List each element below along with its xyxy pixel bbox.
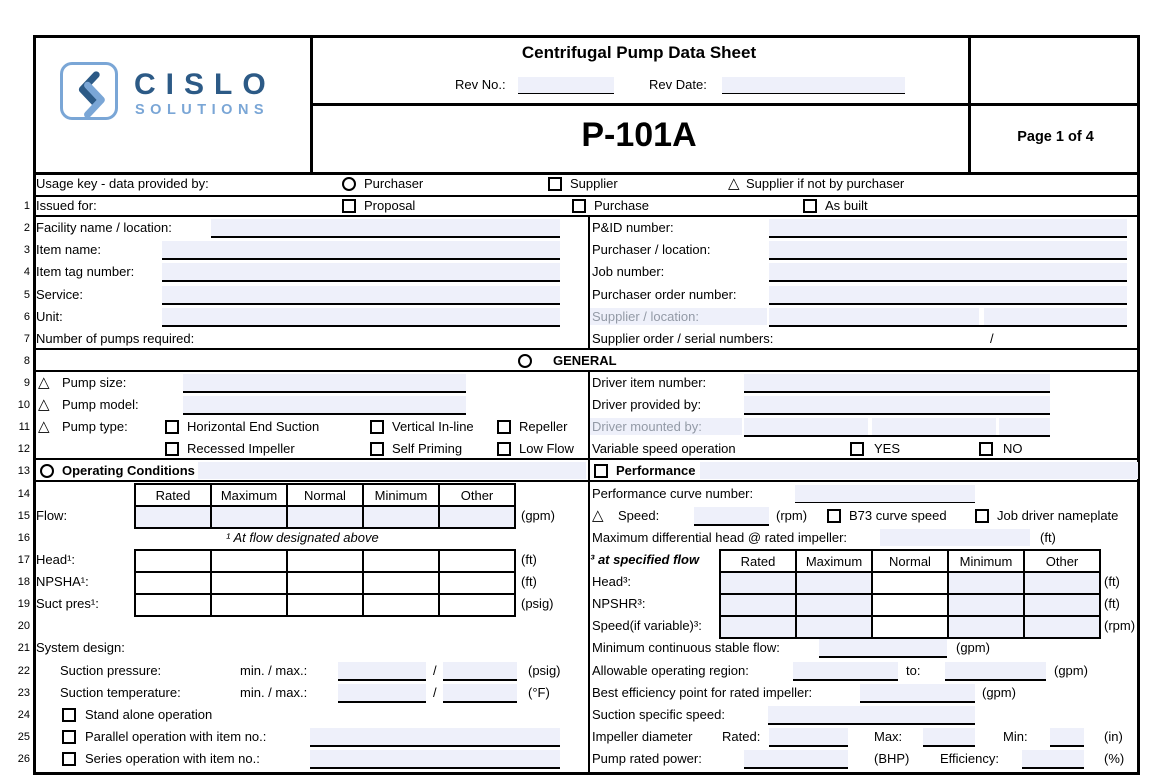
performance-cell-r0-c2[interactable] xyxy=(872,572,948,594)
item-tag-field[interactable] xyxy=(162,263,560,282)
row-number-7: 7 xyxy=(23,333,30,345)
usage-key-purchaser-label: Purchaser xyxy=(364,176,424,191)
npsha-label: NPSHA¹: xyxy=(36,574,89,589)
impeller-rated-label: Rated: xyxy=(722,729,761,744)
flow-cell-1[interactable] xyxy=(211,506,287,528)
row-number-10: 10 xyxy=(17,399,30,411)
item-name-label: Item name: xyxy=(36,242,102,257)
driver-mounted-underline xyxy=(744,435,1050,437)
head3-label: Head³: xyxy=(592,574,632,589)
sheet-title: Centrifugal Pump Data Sheet xyxy=(521,43,757,62)
suction-pressure-label: Suction pressure: xyxy=(60,663,162,678)
job-number-field[interactable] xyxy=(769,263,1127,282)
suction-temperature-unit: (°F) xyxy=(528,685,550,700)
speed-unit: (rpm) xyxy=(776,508,808,523)
row-number-6: 6 xyxy=(23,311,30,323)
specified-flow-caption: ³ at specified flow xyxy=(590,552,700,567)
suction-temperature-label: Suction temperature: xyxy=(60,685,181,700)
performance-column-header: Maximum xyxy=(796,550,872,572)
suction-specific-speed-field[interactable] xyxy=(768,706,975,725)
flow-cell-4[interactable] xyxy=(439,506,515,528)
suction-temperature-minmax-label: min. / max.: xyxy=(240,685,308,700)
yes-label: YES xyxy=(874,441,901,456)
series-operation-label: Series operation with item no.: xyxy=(85,751,260,766)
allowable-region-unit: (gpm) xyxy=(1054,663,1088,678)
npshr3-label: NPSHR³: xyxy=(592,596,646,611)
purchaser-location-field[interactable] xyxy=(769,241,1127,260)
facility-field[interactable] xyxy=(211,219,560,238)
horizontal-end-suction-label: Horizontal End Suction xyxy=(187,419,320,434)
operating-section-title: Operating Conditions xyxy=(62,463,195,478)
rev-date-label: Rev Date: xyxy=(649,77,707,92)
repeller-label: Repeller xyxy=(519,419,568,434)
allowable-region-label: Allowable operating region: xyxy=(592,663,749,678)
driver-mounted-field-3[interactable] xyxy=(999,418,1050,435)
performance-cell-r2-c1[interactable] xyxy=(796,616,872,638)
driver-provided-label: Driver provided by: xyxy=(592,397,702,412)
suction-temperature-max-field[interactable] xyxy=(443,684,517,703)
impeller-diameter-label: Impeller diameter xyxy=(592,729,693,744)
performance-title-field[interactable] xyxy=(700,462,1138,479)
usage-key-label: Usage key - data provided by: xyxy=(36,176,209,191)
suction-pressure-minmax-label: min. / max.: xyxy=(240,663,308,678)
job-nameplate-label: Job driver nameplate xyxy=(997,508,1119,523)
pump-size-label: Pump size: xyxy=(62,375,127,390)
square-performance-icon xyxy=(594,464,608,478)
issued-for-label: Issued for: xyxy=(36,198,97,213)
performance-cell-r2-c2[interactable] xyxy=(872,616,948,638)
speed-label: Speed: xyxy=(618,508,660,523)
row-number-21: 21 xyxy=(17,642,30,654)
pump-rated-power-label: Pump rated power: xyxy=(592,751,702,766)
curve-number-field[interactable] xyxy=(795,485,975,503)
rev-no-label: Rev No.: xyxy=(455,77,506,92)
operating-cell-r1-c0[interactable] xyxy=(135,572,211,594)
operating-cell-r1-c3[interactable] xyxy=(363,572,439,594)
impeller-min-field[interactable] xyxy=(1050,728,1084,747)
row-number-1: 1 xyxy=(23,200,30,212)
supplier-location-label: Supplier / location: xyxy=(592,309,699,324)
service-field[interactable] xyxy=(162,286,560,305)
performance-cell-r2-c3[interactable] xyxy=(948,616,1024,638)
row-number-22: 22 xyxy=(17,665,30,677)
row-number-23: 23 xyxy=(17,687,30,699)
operating-column-header: Normal xyxy=(287,484,363,506)
row-number-17: 17 xyxy=(17,554,30,566)
pump-model-field[interactable] xyxy=(183,396,466,415)
recessed-impeller-label: Recessed Impeller xyxy=(187,441,295,456)
min-flow-unit: (gpm) xyxy=(956,640,990,655)
checkbox-recessed-impeller[interactable] xyxy=(165,442,179,456)
job-number-label: Job number: xyxy=(592,264,665,279)
min-flow-label: Minimum continuous stable flow: xyxy=(592,640,780,655)
operating-cell-r2-c1[interactable] xyxy=(211,594,287,616)
self-priming-label: Self Priming xyxy=(392,441,463,456)
usage-key-supplier-label: Supplier xyxy=(570,176,618,191)
variable-speed-label: Variable speed operation xyxy=(592,441,736,456)
supplier-order-label: Supplier order / serial numbers: xyxy=(592,331,774,346)
series-item-no-field[interactable] xyxy=(310,750,560,769)
suction-pressure-slash: / xyxy=(433,663,437,678)
circle-operating-icon xyxy=(40,464,54,478)
checkbox-series-operation[interactable] xyxy=(62,752,76,766)
logo-chevrons-icon xyxy=(65,67,117,119)
operating-cell-r0-c1[interactable] xyxy=(211,550,287,572)
performance-cell-r0-c1[interactable] xyxy=(796,572,872,594)
pid-label: P&ID number: xyxy=(592,220,674,235)
checkbox-b73-curve-speed[interactable] xyxy=(827,509,841,523)
performance-cell-r2-c4[interactable] xyxy=(1024,616,1100,638)
header-hline xyxy=(310,103,1140,106)
operating-cell-r1-c4[interactable] xyxy=(439,572,515,594)
suction-pressure-min-field[interactable] xyxy=(338,662,426,681)
checkbox-vertical-inline[interactable] xyxy=(370,420,384,434)
driver-provided-field[interactable] xyxy=(744,396,1050,415)
row-number-2: 2 xyxy=(23,222,30,234)
to-label: to: xyxy=(906,663,921,678)
flow-footnote: ¹ At flow designated above xyxy=(226,530,379,545)
no-label: NO xyxy=(1003,441,1023,456)
performance-cell-r1-c2[interactable] xyxy=(872,594,948,616)
flow-cell-2[interactable] xyxy=(287,506,363,528)
as-built-label: As built xyxy=(825,198,868,213)
operating-cell-r2-c2[interactable] xyxy=(287,594,363,616)
facility-label: Facility name / location: xyxy=(36,220,172,235)
page-indicator: Page 1 of 4 xyxy=(1017,129,1094,145)
pump-size-field[interactable] xyxy=(183,374,466,393)
performance-cell-r0-c0[interactable] xyxy=(720,572,796,594)
suction-temperature-slash: / xyxy=(433,685,437,700)
low-flow-label: Low Flow xyxy=(519,441,574,456)
operating-column-header: Rated xyxy=(135,484,211,506)
row-number-26: 26 xyxy=(17,753,30,765)
bep-unit: (gpm) xyxy=(982,685,1016,700)
efficiency-label: Efficiency: xyxy=(940,751,1000,766)
circle-general-icon xyxy=(518,354,532,368)
triangle-pump-model-icon: △ xyxy=(38,396,50,413)
operating-cell-r0-c4[interactable] xyxy=(439,550,515,572)
b73-label: B73 curve speed xyxy=(849,508,947,523)
driver-item-label: Driver item number: xyxy=(592,375,707,390)
performance-cell-r1-c1[interactable] xyxy=(796,594,872,616)
impeller-max-label: Max: xyxy=(874,729,903,744)
usage-key-triangle-label: Supplier if not by purchaser xyxy=(746,176,905,191)
row1-bottom-line xyxy=(33,215,1140,217)
operating-column-header: Maximum xyxy=(211,484,287,506)
performance-cell-r1-c3[interactable] xyxy=(948,594,1024,616)
num-pumps-label: Number of pumps required: xyxy=(36,331,195,346)
logo-icon xyxy=(60,62,118,120)
checkbox-variable-speed-yes[interactable] xyxy=(850,442,864,456)
impeller-min-label: Min: xyxy=(1003,729,1028,744)
purchase-label: Purchase xyxy=(594,198,649,213)
unit-field[interactable] xyxy=(162,308,560,327)
general-section-title: GENERAL xyxy=(553,353,617,368)
triangle-key-icon: △ xyxy=(728,175,740,192)
suction-specific-speed-label: Suction specific speed: xyxy=(592,707,725,722)
pid-field[interactable] xyxy=(769,219,1127,238)
row-number-12: 12 xyxy=(17,443,30,455)
item-name-field[interactable] xyxy=(162,241,560,260)
head-unit: (ft) xyxy=(521,552,537,567)
suction-pressure-max-field[interactable] xyxy=(443,662,517,681)
row-number-15: 15 xyxy=(17,510,30,522)
checkbox-variable-speed-no[interactable] xyxy=(979,442,993,456)
row-number-9: 9 xyxy=(23,377,30,389)
purchaser-location-label: Purchaser / location: xyxy=(592,242,711,257)
performance-table xyxy=(719,549,1101,639)
performance-cell-r1-c4[interactable] xyxy=(1024,594,1100,616)
stand-alone-label: Stand alone operation xyxy=(85,707,213,722)
driver-item-field[interactable] xyxy=(744,374,1050,393)
head-label: Head¹: xyxy=(36,552,76,567)
impeller-unit: (in) xyxy=(1104,729,1123,744)
speed-variable-unit: (rpm) xyxy=(1104,618,1136,633)
triangle-speed-icon: △ xyxy=(592,507,604,524)
operating-cell-r1-c1[interactable] xyxy=(211,572,287,594)
operating-column-header: Minimum xyxy=(363,484,439,506)
row-number-3: 3 xyxy=(23,244,30,256)
usage-key-bottom-line xyxy=(33,195,1140,197)
driver-mounted-field-1[interactable] xyxy=(744,418,868,435)
row-number-25: 25 xyxy=(17,731,30,743)
performance-cell-r0-c3[interactable] xyxy=(948,572,1024,594)
checkbox-proposal[interactable] xyxy=(342,199,356,213)
min-flow-field[interactable] xyxy=(819,639,947,658)
supplier-order-slash: / xyxy=(990,331,994,346)
checkbox-purchase[interactable] xyxy=(572,199,586,213)
parallel-operation-label: Parallel operation with item no.: xyxy=(85,729,267,744)
service-label: Service: xyxy=(36,287,83,302)
supplier-location-field-1[interactable] xyxy=(769,308,979,325)
checkbox-job-driver-nameplate[interactable] xyxy=(975,509,989,523)
system-design-label: System design: xyxy=(36,640,125,655)
operating-cell-r0-c0[interactable] xyxy=(135,550,211,572)
performance-cell-r1-c0[interactable] xyxy=(720,594,796,616)
operating-cell-r2-c4[interactable] xyxy=(439,594,515,616)
supplier-location-underline xyxy=(769,325,1127,327)
suction-temperature-min-field[interactable] xyxy=(338,684,426,703)
row-number-24: 24 xyxy=(17,709,30,721)
checkbox-self-priming[interactable] xyxy=(370,442,384,456)
document-number: P-101A xyxy=(581,116,697,154)
suct-pres-unit: (psig) xyxy=(521,596,554,611)
checkbox-stand-alone[interactable] xyxy=(62,708,76,722)
suct-pres-label: Suct pres¹: xyxy=(36,596,99,611)
row-number-8: 8 xyxy=(23,355,30,367)
center-divider-upper xyxy=(588,217,590,348)
operating-title-field[interactable] xyxy=(198,462,586,479)
logo-wordmark: CISLO xyxy=(134,68,276,101)
flow-cell-3[interactable] xyxy=(363,506,439,528)
rev-date-field[interactable] xyxy=(722,77,905,94)
row-number-20: 20 xyxy=(17,620,30,632)
pump-rated-power-field[interactable] xyxy=(744,750,848,769)
row-number-13: 13 xyxy=(17,465,30,477)
performance-cell-r0-c4[interactable] xyxy=(1024,572,1100,594)
proposal-label: Proposal xyxy=(364,198,416,213)
operating-cell-r0-c2[interactable] xyxy=(287,550,363,572)
rev-no-field[interactable] xyxy=(518,77,614,94)
purchase-order-field[interactable] xyxy=(769,286,1127,305)
row-number-14: 14 xyxy=(17,488,30,500)
parallel-item-no-field[interactable] xyxy=(310,728,560,747)
impeller-max-field[interactable] xyxy=(923,728,975,747)
max-diff-head-unit: (ft) xyxy=(1040,530,1056,545)
row-number-5: 5 xyxy=(23,289,30,301)
suction-pressure-unit: (psig) xyxy=(528,663,561,678)
driver-mounted-label: Driver mounted by: xyxy=(592,419,702,434)
npsha-unit: (ft) xyxy=(521,574,537,589)
operating-table-bottom xyxy=(134,549,516,617)
operating-table-top xyxy=(134,483,516,529)
operating-column-header: Other xyxy=(439,484,515,506)
bep-label: Best efficiency point for rated impeller: xyxy=(592,685,813,700)
supplier-location-field-2[interactable] xyxy=(984,308,1127,325)
pump-type-label: Pump type: xyxy=(62,419,128,434)
max-diff-head-label: Maximum differential head @ rated impeller: xyxy=(592,530,848,545)
performance-section-title: Performance xyxy=(616,463,696,478)
performance-column-header: Rated xyxy=(720,550,796,572)
max-diff-head-field[interactable] xyxy=(880,529,1030,546)
performance-column-header: Minimum xyxy=(948,550,1024,572)
performance-cell-r2-c0[interactable] xyxy=(720,616,796,638)
operating-cell-r2-c3[interactable] xyxy=(363,594,439,616)
checkbox-horizontal-end-suction[interactable] xyxy=(165,420,179,434)
flow-unit: (gpm) xyxy=(521,508,555,523)
allowable-region-from-field[interactable] xyxy=(793,662,898,681)
logo-tagline: SOLUTIONS xyxy=(135,102,270,118)
checkbox-parallel-operation[interactable] xyxy=(62,730,76,744)
head3-unit: (ft) xyxy=(1104,574,1120,589)
purchase-order-label: Purchaser order number: xyxy=(592,287,737,302)
speed-variable-label: Speed(if variable)³: xyxy=(592,618,702,633)
operating-cell-r1-c2[interactable] xyxy=(287,572,363,594)
performance-column-header: Normal xyxy=(872,550,948,572)
checkbox-low-flow[interactable] xyxy=(497,442,511,456)
triangle-pump-size-icon: △ xyxy=(38,374,50,391)
flow-cell-0[interactable] xyxy=(135,506,211,528)
item-tag-label: Item tag number: xyxy=(36,264,135,279)
pump-power-unit: (BHP) xyxy=(874,751,910,766)
curve-number-label: Performance curve number: xyxy=(592,486,754,501)
row-number-16: 16 xyxy=(17,532,30,544)
driver-mounted-field-2[interactable] xyxy=(872,418,996,435)
speed-field[interactable] xyxy=(694,507,769,526)
flow-label: Flow: xyxy=(36,508,68,523)
row-number-11: 11 xyxy=(18,421,30,433)
efficiency-unit: (%) xyxy=(1104,751,1125,766)
square-key-icon xyxy=(548,177,562,191)
checkbox-repeller[interactable] xyxy=(497,420,511,434)
performance-column-header: Other xyxy=(1024,550,1100,572)
bep-field[interactable] xyxy=(860,684,975,703)
npshr3-unit: (ft) xyxy=(1104,596,1120,611)
unit-label: Unit: xyxy=(36,309,63,324)
section-title-bottom-line xyxy=(33,480,1140,482)
row-number-18: 18 xyxy=(17,576,30,588)
row-number-19: 19 xyxy=(17,598,30,610)
efficiency-field[interactable] xyxy=(1022,750,1084,769)
pump-model-label: Pump model: xyxy=(62,397,139,412)
circle-key-icon xyxy=(342,177,356,191)
vertical-inline-label: Vertical In-line xyxy=(392,419,474,434)
impeller-rated-field[interactable] xyxy=(769,728,848,747)
allowable-region-to-field[interactable] xyxy=(945,662,1046,681)
row-number-4: 4 xyxy=(23,266,30,278)
triangle-pump-type-icon: △ xyxy=(38,418,50,435)
operating-cell-r0-c3[interactable] xyxy=(363,550,439,572)
operating-cell-r2-c0[interactable] xyxy=(135,594,211,616)
checkbox-as-built[interactable] xyxy=(803,199,817,213)
